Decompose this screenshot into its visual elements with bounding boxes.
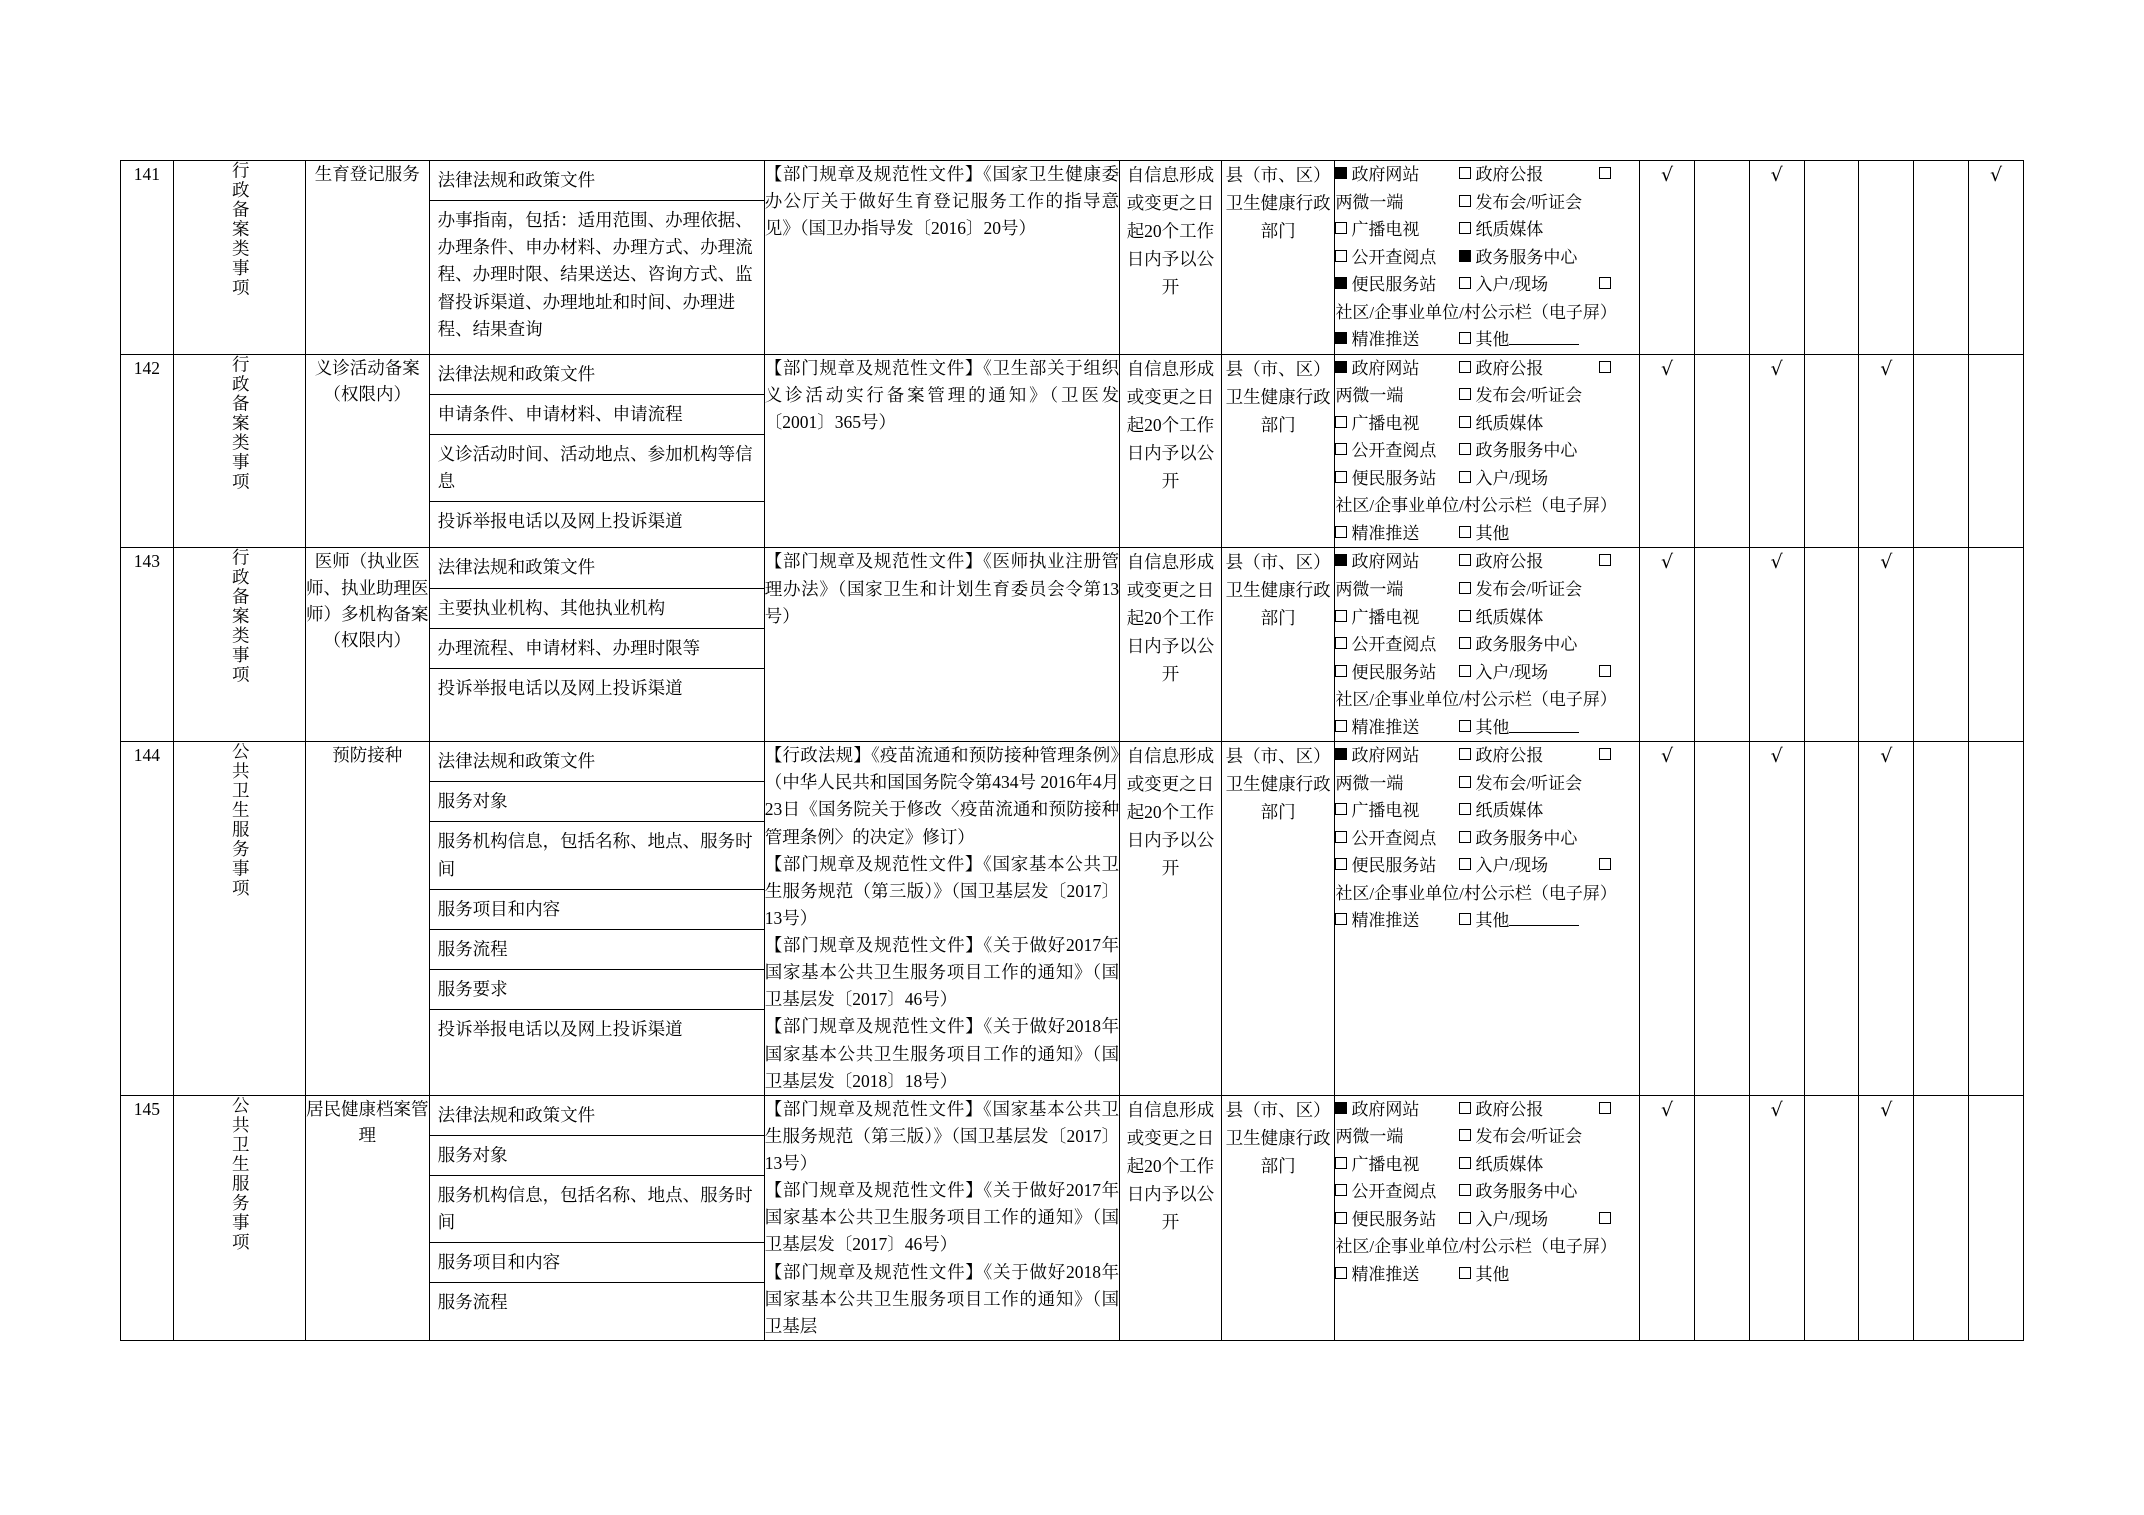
mark-cell	[1914, 354, 1969, 548]
row-basis: 【部门规章及规范性文件】《医师执业注册管理办法》（国家卫生和计划生育委员会令第13号）	[764, 548, 1119, 742]
checkbox-icon[interactable]	[1335, 665, 1347, 677]
checkbox-icon[interactable]	[1335, 1102, 1347, 1114]
row-item-name: 生育登记服务	[305, 161, 429, 355]
checkbox-icon[interactable]	[1599, 554, 1611, 566]
channel-option-convenience-station[interactable]: 便民服务站	[1335, 271, 1459, 299]
checkbox-icon[interactable]	[1335, 167, 1347, 179]
content-line: 投诉举报电话以及网上投诉渠道	[437, 511, 683, 532]
channel-option-print-media[interactable]: 纸质媒体	[1459, 216, 1599, 244]
channel-extra-box-1[interactable]	[1599, 742, 1639, 770]
channel-option-door-to-door[interactable]: 入户/现场	[1459, 1206, 1599, 1234]
channel-option-public-reading-point[interactable]: 公开查阅点	[1335, 825, 1459, 853]
mark-cell: √	[1859, 1095, 1914, 1340]
content-line: 法律法规和政策文件	[430, 161, 764, 201]
checkbox-icon[interactable]	[1459, 858, 1471, 870]
channel-extra-box-2[interactable]	[1599, 271, 1639, 299]
mark-cell	[1804, 354, 1859, 548]
channel-option-press-conference[interactable]: 发布会/听证会	[1459, 382, 1599, 410]
mark-cell	[1969, 354, 2024, 548]
channel-option-weixin-weibo-app[interactable]: 两微一端	[1335, 773, 1404, 793]
channel-option-public-reading-point[interactable]: 公开查阅点	[1335, 244, 1459, 272]
channel-extra-box-1[interactable]	[1599, 161, 1639, 189]
row-category	[173, 354, 305, 548]
mark-cell	[1694, 354, 1749, 548]
row-organization: 县（市、区）卫生健康行政部门	[1221, 354, 1335, 548]
content-sublist	[430, 161, 764, 349]
checkbox-icon[interactable]	[1335, 1157, 1347, 1169]
checkbox-icon[interactable]	[1599, 1212, 1611, 1224]
mark-cell: √	[1640, 742, 1695, 1096]
checkbox-icon[interactable]	[1459, 332, 1471, 344]
row-item-name: 预防接种	[305, 742, 429, 1096]
content-line: 办理流程、申请材料、办理时限等	[430, 628, 764, 668]
channel-extra-box-1[interactable]	[1599, 548, 1639, 576]
table-row	[121, 1095, 2024, 1340]
channel-option-gov-website[interactable]: 政府网站	[1335, 548, 1459, 576]
row-category-label: 公共卫生服务事项	[230, 1095, 251, 1252]
checkbox-icon[interactable]	[1459, 222, 1471, 234]
row-organization: 县（市、区）卫生健康行政部门	[1221, 161, 1335, 355]
checkbox-icon[interactable]	[1459, 720, 1471, 732]
mark-cell: √	[1640, 1095, 1695, 1340]
channel-option-service-center[interactable]: 政务服务中心	[1459, 437, 1599, 465]
content-line: 服务机构信息，包括名称、地点、服务时间	[430, 822, 764, 889]
content-line: 义诊活动时间、活动地点、参加机构等信息	[430, 434, 764, 501]
content-sublist	[430, 1096, 764, 1323]
channel-option-convenience-station[interactable]: 便民服务站	[1335, 659, 1459, 687]
channel-option-precise-push[interactable]: 精准推送	[1335, 714, 1459, 742]
checkbox-icon[interactable]	[1335, 803, 1347, 815]
mark-cell: √	[1749, 354, 1804, 548]
checkbox-icon[interactable]	[1335, 637, 1347, 649]
content-sublist	[430, 742, 764, 1049]
channel-option-broadcast-tv[interactable]: 广播电视	[1335, 797, 1459, 825]
channel-option-gov-gazette[interactable]: 政府公报	[1459, 742, 1599, 770]
row-number: 144	[121, 742, 174, 1096]
table-row	[121, 161, 2024, 355]
channel-option-broadcast-tv[interactable]: 广播电视	[1335, 1151, 1459, 1179]
checkbox-icon[interactable]	[1459, 250, 1471, 262]
checkbox-icon[interactable]	[1599, 1102, 1611, 1114]
channel-option-press-conference[interactable]: 发布会/听证会	[1459, 1123, 1599, 1151]
row-category-label: 行政备案类事项	[230, 354, 251, 492]
mark-cell	[1969, 742, 2024, 1096]
row-number: 141	[121, 161, 174, 355]
channel-option-service-center[interactable]: 政务服务中心	[1459, 1178, 1599, 1206]
table-row	[121, 354, 2024, 548]
row-timelimit: 自信息形成或变更之日起20个工作日内予以公开	[1120, 161, 1222, 355]
checkbox-icon[interactable]	[1459, 361, 1471, 373]
row-category-label: 公共卫生服务事项	[230, 742, 251, 899]
channel-option-gov-gazette[interactable]: 政府公报	[1459, 161, 1599, 189]
mark-cell: √	[1640, 161, 1695, 355]
channel-option-public-reading-point[interactable]: 公开查阅点	[1335, 1178, 1459, 1206]
mark-cell: √	[1859, 548, 1914, 742]
channel-option-broadcast-tv[interactable]: 广播电视	[1335, 604, 1459, 632]
row-timelimit: 自信息形成或变更之日起20个工作日内予以公开	[1120, 354, 1222, 548]
channel-option-door-to-door[interactable]: 入户/现场	[1459, 465, 1599, 493]
channel-option-weixin-weibo-app[interactable]: 两微一端	[1335, 1127, 1404, 1147]
channel-option-weixin-weibo-app[interactable]: 两微一端	[1335, 579, 1404, 599]
channel-extra-box-1[interactable]	[1599, 355, 1639, 383]
checkbox-icon[interactable]	[1335, 554, 1347, 566]
other-blank-line[interactable]	[1509, 925, 1579, 926]
content-sublist	[430, 355, 764, 542]
channel-option-print-media[interactable]: 纸质媒体	[1459, 797, 1599, 825]
channel-option-community-bulletin[interactable]: 社区/企事业单位/村公示栏（电子屏）	[1335, 1237, 1617, 1257]
mark-cell	[1804, 1095, 1859, 1340]
mark-cell: √	[1640, 354, 1695, 548]
mark-cell	[1969, 548, 2024, 742]
checkbox-icon[interactable]	[1599, 858, 1611, 870]
content-line: 服务流程	[430, 929, 764, 969]
channel-option-convenience-station[interactable]: 便民服务站	[1335, 1206, 1459, 1234]
content-line: 法律法规和政策文件	[430, 355, 764, 395]
checkbox-icon[interactable]	[1459, 831, 1471, 843]
channel-option-broadcast-tv[interactable]: 广播电视	[1335, 410, 1459, 438]
row-contents	[429, 742, 764, 1096]
checkbox-icon[interactable]	[1335, 416, 1347, 428]
channel-option-gov-website[interactable]: 政府网站	[1335, 742, 1459, 770]
public-disclosure-table	[120, 160, 2024, 1341]
checkbox-icon[interactable]	[1335, 720, 1347, 732]
channel-option-community-bulletin[interactable]: 社区/企事业单位/村公示栏（电子屏）	[1335, 883, 1617, 903]
mark-cell: √	[1749, 742, 1804, 1096]
checkbox-icon[interactable]	[1459, 610, 1471, 622]
mark-cell	[1694, 548, 1749, 742]
content-line: 服务项目和内容	[430, 1243, 764, 1283]
mark-cell: √	[1640, 548, 1695, 742]
table-row	[121, 742, 2024, 1096]
row-category	[173, 548, 305, 742]
channel-option-convenience-station[interactable]: 便民服务站	[1335, 852, 1459, 880]
channel-option-door-to-door[interactable]: 入户/现场	[1459, 271, 1599, 299]
row-number: 143	[121, 548, 174, 742]
content-line: 服务流程	[437, 1292, 508, 1313]
channel-option-door-to-door[interactable]: 入户/现场	[1459, 659, 1599, 687]
checkbox-icon[interactable]	[1459, 277, 1471, 289]
checkbox-icon[interactable]	[1459, 443, 1471, 455]
content-sublist	[430, 548, 764, 708]
content-line: 办事指南，包括：适用范围、办理依据、办理条件、申办材料、办理方式、办理流程、办理时限、结果送达、咨询方式、监督投诉渠道、办理地址和时间、办理进程、结果查询	[437, 210, 753, 339]
checkbox-icon[interactable]	[1599, 277, 1611, 289]
channel-option-press-conference[interactable]: 发布会/听证会	[1459, 576, 1599, 604]
channel-option-gov-website[interactable]: 政府网站	[1335, 355, 1459, 383]
channel-option-weixin-weibo-app[interactable]: 两微一端	[1335, 386, 1404, 406]
checkbox-icon[interactable]	[1599, 361, 1611, 373]
channel-option-public-reading-point[interactable]: 公开查阅点	[1335, 631, 1459, 659]
checkbox-icon[interactable]	[1459, 1267, 1471, 1279]
checkbox-icon[interactable]	[1459, 388, 1471, 400]
checkbox-icon[interactable]	[1335, 361, 1347, 373]
checkbox-icon[interactable]	[1335, 1267, 1347, 1279]
checkbox-icon[interactable]	[1599, 665, 1611, 677]
mark-cell: √	[1749, 548, 1804, 742]
checkbox-icon[interactable]	[1459, 1102, 1471, 1114]
checkbox-icon[interactable]	[1335, 471, 1347, 483]
content-line: 服务机构信息，包括名称、地点、服务时间	[430, 1176, 764, 1243]
channel-option-gov-gazette[interactable]: 政府公报	[1459, 548, 1599, 576]
row-item-name: 义诊活动备案（权限内）	[305, 354, 429, 548]
content-line: 投诉举报电话以及网上投诉渠道	[437, 1019, 683, 1040]
checkbox-icon[interactable]	[1459, 1184, 1471, 1196]
checkbox-icon[interactable]	[1459, 554, 1471, 566]
row-basis: 【部门规章及规范性文件】《卫生部关于组织义诊活动实行备案管理的通知》（卫医发〔2001〕365号）	[764, 354, 1119, 548]
row-channels	[1335, 161, 1640, 355]
channel-option-community-bulletin[interactable]: 社区/企事业单位/村公示栏（电子屏）	[1335, 302, 1617, 322]
checkbox-icon[interactable]	[1459, 803, 1471, 815]
checkbox-icon[interactable]	[1335, 222, 1347, 234]
checkbox-icon[interactable]	[1459, 748, 1471, 760]
mark-cell	[1694, 1095, 1749, 1340]
checkbox-icon[interactable]	[1335, 858, 1347, 870]
row-contents	[429, 161, 764, 355]
checkbox-icon[interactable]	[1459, 1157, 1471, 1169]
mark-cell	[1859, 161, 1914, 355]
mark-cell	[1804, 548, 1859, 742]
row-channels	[1335, 548, 1640, 742]
checkbox-icon[interactable]	[1335, 443, 1347, 455]
channel-option-gov-gazette[interactable]: 政府公报	[1459, 1096, 1599, 1124]
row-contents	[429, 354, 764, 548]
channel-option-precise-push[interactable]: 精准推送	[1335, 907, 1459, 935]
row-category	[173, 1095, 305, 1340]
checkbox-icon[interactable]	[1459, 471, 1471, 483]
channel-extra-box-1[interactable]	[1599, 1096, 1639, 1124]
row-number: 142	[121, 354, 174, 548]
channel-option-print-media[interactable]: 纸质媒体	[1459, 604, 1599, 632]
checkbox-icon[interactable]	[1459, 526, 1471, 538]
other-blank-line[interactable]	[1509, 732, 1579, 733]
row-basis: 【部门规章及规范性文件】《国家基本公共卫生服务规范（第三版）》（国卫基层发〔2017〕13号） 【部门规章及规范性文件】《关于做好2017年国家基本公共卫生服务项目工作的通知》（国卫基层发〔2017〕46号） 【部门规章及规范性文件】《关于做好2018年国家基本公共卫生服务项目工作的通知》（国卫基层	[764, 1095, 1119, 1340]
channel-option-press-conference[interactable]: 发布会/听证会	[1459, 189, 1599, 217]
checkbox-icon[interactable]	[1335, 913, 1347, 925]
row-basis: 【部门规章及规范性文件】《国家卫生健康委办公厅关于做好生育登记服务工作的指导意见》（国卫办指导发〔2016〕20号）	[764, 161, 1119, 355]
row-timelimit: 自信息形成或变更之日起20个工作日内予以公开	[1120, 548, 1222, 742]
checkbox-icon[interactable]	[1459, 582, 1471, 594]
channel-option-gov-website[interactable]: 政府网站	[1335, 161, 1459, 189]
row-category-label: 行政备案类事项	[230, 161, 251, 298]
channel-option-gov-website[interactable]: 政府网站	[1335, 1096, 1459, 1124]
channel-option-other[interactable]: 其他	[1459, 326, 1599, 354]
channel-option-gov-gazette[interactable]: 政府公报	[1459, 355, 1599, 383]
channel-option-community-bulletin[interactable]: 社区/企事业单位/村公示栏（电子屏）	[1335, 496, 1617, 516]
checkbox-icon[interactable]	[1335, 831, 1347, 843]
channel-option-press-conference[interactable]: 发布会/听证会	[1459, 770, 1599, 798]
checkbox-icon[interactable]	[1459, 776, 1471, 788]
row-category	[173, 742, 305, 1096]
content-line: 服务项目和内容	[430, 889, 764, 929]
mark-cell	[1804, 742, 1859, 1096]
channel-option-print-media[interactable]: 纸质媒体	[1459, 410, 1599, 438]
content-line: 服务对象	[430, 1135, 764, 1175]
channel-option-service-center[interactable]: 政务服务中心	[1459, 825, 1599, 853]
channel-option-precise-push[interactable]: 精准推送	[1335, 1261, 1459, 1289]
row-contents	[429, 1095, 764, 1340]
channel-option-other[interactable]: 其他	[1459, 714, 1599, 742]
mark-cell	[1694, 742, 1749, 1096]
content-line: 服务要求	[430, 969, 764, 1009]
channel-option-service-center[interactable]: 政务服务中心	[1459, 631, 1599, 659]
mark-cell	[1694, 161, 1749, 355]
mark-cell: √	[1969, 161, 2024, 355]
channel-option-precise-push[interactable]: 精准推送	[1335, 520, 1459, 548]
content-line: 法律法规和政策文件	[430, 742, 764, 782]
channel-option-weixin-weibo-app[interactable]: 两微一端	[1335, 192, 1404, 212]
row-timelimit: 自信息形成或变更之日起20个工作日内予以公开	[1120, 742, 1222, 1096]
checkbox-icon[interactable]	[1599, 167, 1611, 179]
channel-option-precise-push[interactable]: 精准推送	[1335, 326, 1459, 354]
checkbox-icon[interactable]	[1599, 748, 1611, 760]
table-row	[121, 548, 2024, 742]
channel-option-community-bulletin[interactable]: 社区/企事业单位/村公示栏（电子屏）	[1335, 690, 1617, 710]
row-organization: 县（市、区）卫生健康行政部门	[1221, 1095, 1335, 1340]
channel-option-print-media[interactable]: 纸质媒体	[1459, 1151, 1599, 1179]
mark-cell	[1914, 1095, 1969, 1340]
row-timelimit: 自信息形成或变更之日起20个工作日内予以公开	[1120, 1095, 1222, 1340]
channel-option-broadcast-tv[interactable]: 广播电视	[1335, 216, 1459, 244]
row-channels	[1335, 742, 1640, 1096]
checkbox-icon[interactable]	[1459, 1129, 1471, 1141]
channel-option-service-center[interactable]: 政务服务中心	[1459, 244, 1599, 272]
content-line: 主要执业机构、其他执业机构	[430, 588, 764, 628]
mark-cell	[1914, 161, 1969, 355]
checkbox-icon[interactable]	[1459, 637, 1471, 649]
channel-option-other[interactable]: 其他	[1459, 520, 1599, 548]
channel-option-other[interactable]: 其他	[1459, 907, 1599, 935]
checkbox-icon[interactable]	[1335, 748, 1347, 760]
channel-extra-box-2[interactable]	[1599, 659, 1639, 687]
other-blank-line[interactable]	[1509, 344, 1579, 345]
checkbox-icon[interactable]	[1335, 526, 1347, 538]
checkbox-icon[interactable]	[1459, 1212, 1471, 1224]
checkbox-icon[interactable]	[1335, 332, 1347, 344]
mark-cell: √	[1749, 1095, 1804, 1340]
channel-option-public-reading-point[interactable]: 公开查阅点	[1335, 437, 1459, 465]
mark-cell	[1914, 742, 1969, 1096]
checkbox-icon[interactable]	[1335, 610, 1347, 622]
channel-option-convenience-station[interactable]: 便民服务站	[1335, 465, 1459, 493]
row-number: 145	[121, 1095, 174, 1340]
channel-option-door-to-door[interactable]: 入户/现场	[1459, 852, 1599, 880]
checkbox-icon[interactable]	[1459, 167, 1471, 179]
row-category-label: 行政备案类事项	[230, 548, 251, 685]
row-organization: 县（市、区）卫生健康行政部门	[1221, 548, 1335, 742]
row-contents	[429, 548, 764, 742]
content-line: 服务对象	[430, 782, 764, 822]
content-line: 法律法规和政策文件	[430, 1096, 764, 1136]
content-line: 申请条件、申请材料、申请流程	[430, 394, 764, 434]
checkbox-icon[interactable]	[1459, 913, 1471, 925]
content-line: 投诉举报电话以及网上投诉渠道	[437, 677, 683, 698]
checkbox-icon[interactable]	[1335, 250, 1347, 262]
row-item-name: 居民健康档案管理	[305, 1095, 429, 1340]
mark-cell: √	[1749, 161, 1804, 355]
checkbox-icon[interactable]	[1335, 1184, 1347, 1196]
mark-cell	[1804, 161, 1859, 355]
row-channels	[1335, 1095, 1640, 1340]
row-basis: 【行政法规】《疫苗流通和预防接种管理条例》（中华人民共和国国务院令第434号 2016年4月23日《国务院关于修改〈疫苗流通和预防接种管理条例〉的决定》修订） 【部门规章及规范性文件】《国家基本公共卫生服务规范（第三版）》（国卫基层发〔2017〕13号） 【部门规章及规范性文件】《关于做好2017年国家基本公共卫生服务项目工作的通知》（国卫基层发〔2017〕46号） 【部门规章及规范性文件】《关于做好2018年国家基本公共卫生服务项目工作的通知》（国卫基层发〔2018〕18号）	[764, 742, 1119, 1096]
checkbox-icon[interactable]	[1459, 416, 1471, 428]
row-category	[173, 161, 305, 355]
row-organization: 县（市、区）卫生健康行政部门	[1221, 742, 1335, 1096]
row-item-name: 医师（执业医师、执业助理医师）多机构备案（权限内）	[305, 548, 429, 742]
mark-cell: √	[1859, 354, 1914, 548]
checkbox-icon[interactable]	[1335, 277, 1347, 289]
checkbox-icon[interactable]	[1459, 665, 1471, 677]
checkbox-icon[interactable]	[1459, 195, 1471, 207]
mark-cell: √	[1859, 742, 1914, 1096]
channel-extra-box-2[interactable]	[1599, 852, 1639, 880]
content-line: 法律法规和政策文件	[430, 548, 764, 588]
channel-extra-box-2[interactable]	[1599, 1206, 1639, 1234]
checkbox-icon[interactable]	[1335, 1212, 1347, 1224]
mark-cell	[1914, 548, 1969, 742]
mark-cell	[1969, 1095, 2024, 1340]
row-channels	[1335, 354, 1640, 548]
channel-option-other[interactable]: 其他	[1459, 1261, 1599, 1289]
